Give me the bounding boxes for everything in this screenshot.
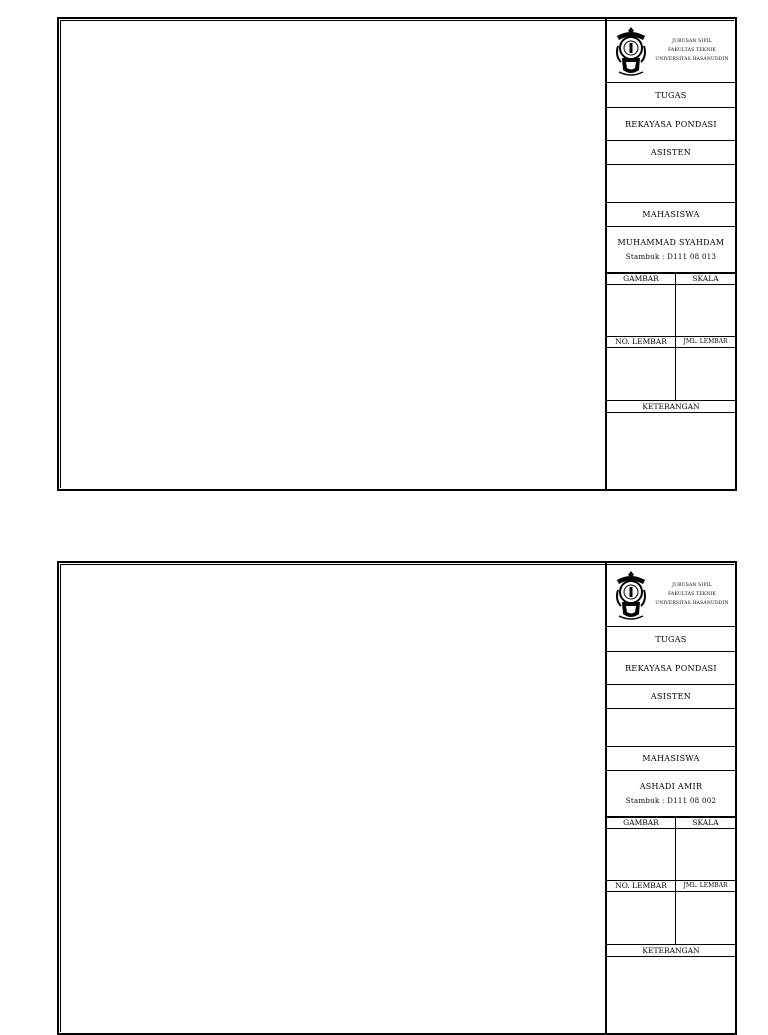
student-id: Stambuk : D111 08 013: [625, 253, 717, 261]
lembar-row: [607, 881, 735, 945]
faculty-text: FAKULTAS TEKNIK: [668, 592, 716, 597]
title-block-header: [607, 19, 735, 83]
drawing-area: [59, 563, 605, 1033]
jml-lembar-cell: [676, 337, 735, 400]
student-info: [607, 771, 735, 817]
student-id: Stambuk : D111 08 002: [625, 797, 717, 805]
university-logo-icon: [613, 24, 649, 78]
keterangan-label: KETERANGAN: [607, 945, 735, 957]
student-info: [607, 227, 735, 273]
asisten-label: ASISTEN: [607, 685, 735, 709]
institution-name: [649, 37, 735, 64]
lembar-row: [607, 337, 735, 401]
gambar-label: GAMBAR: [607, 818, 675, 829]
skala-cell: [676, 818, 735, 880]
tugas-label: TUGAS: [607, 83, 735, 108]
tugas-label: TUGAS: [607, 627, 735, 652]
skala-label: SKALA: [676, 818, 735, 829]
no-lembar-label: NO. LEMBAR: [607, 337, 675, 348]
skala-cell: [676, 274, 735, 336]
gambar-skala-row: [607, 817, 735, 881]
gambar-skala-row: [607, 273, 735, 337]
asisten-field: [607, 165, 735, 203]
university-text: UNIVERSITAS HASANUDDIN: [655, 57, 729, 62]
asisten-label: ASISTEN: [607, 141, 735, 165]
asisten-field: [607, 709, 735, 747]
gambar-cell: [607, 274, 676, 336]
no-lembar-cell: [607, 337, 676, 400]
drawing-sheet-2: [57, 561, 737, 1035]
no-lembar-label: NO. LEMBAR: [607, 881, 675, 892]
institution-name: [649, 581, 735, 608]
skala-label: SKALA: [676, 274, 735, 285]
course-name: REKAYASA PONDASI: [607, 652, 735, 685]
title-block: [605, 19, 735, 489]
course-name: REKAYASA PONDASI: [607, 108, 735, 141]
department-text: JURUSAN SIPIL: [672, 39, 712, 44]
mahasiswa-label: MAHASISWA: [607, 203, 735, 227]
drawing-area: [59, 19, 605, 489]
keterangan-section: [607, 945, 735, 1033]
jml-lembar-label: JML. LEMBAR: [676, 337, 735, 348]
jml-lembar-cell: [676, 881, 735, 944]
no-lembar-cell: [607, 881, 676, 944]
drawing-sheet-1: [57, 17, 737, 491]
mahasiswa-label: MAHASISWA: [607, 747, 735, 771]
student-name: MUHAMMAD SYAHDAM: [617, 238, 725, 247]
department-text: JURUSAN SIPIL: [672, 583, 712, 588]
gambar-cell: [607, 818, 676, 880]
university-logo-icon: [613, 568, 649, 622]
university-text: UNIVERSITAS HASANUDDIN: [655, 601, 729, 606]
title-block: [605, 563, 735, 1033]
keterangan-section: [607, 401, 735, 489]
title-block-header: [607, 563, 735, 627]
student-name: ASHADI AMIR: [639, 782, 703, 791]
gambar-label: GAMBAR: [607, 274, 675, 285]
keterangan-label: KETERANGAN: [607, 401, 735, 413]
faculty-text: FAKULTAS TEKNIK: [668, 48, 716, 53]
jml-lembar-label: JML. LEMBAR: [676, 881, 735, 892]
